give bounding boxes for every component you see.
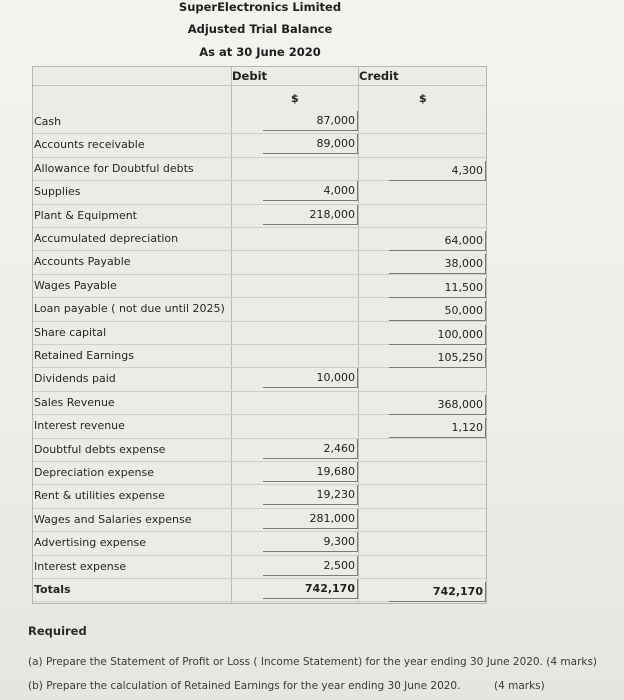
debit-amount <box>263 415 358 435</box>
table-row <box>33 275 486 298</box>
credit-amount: 4,300 <box>389 161 486 181</box>
debit-amount <box>263 322 358 342</box>
debit-amount <box>263 345 358 365</box>
table-row <box>33 509 486 532</box>
credit-column-header: Credit <box>359 69 399 83</box>
debit-amount: 19,680 <box>263 462 358 482</box>
debit-currency-symbol: $ <box>291 92 299 105</box>
header-underline <box>33 85 486 86</box>
debit-amount <box>263 158 358 178</box>
debit-amount: 10,000 <box>263 368 358 388</box>
debit-amount: 281,000 <box>263 509 358 529</box>
debit-amount: 2,500 <box>263 556 358 576</box>
debit-column-header: Debit <box>232 69 268 83</box>
account-name: Accumulated depreciation <box>34 232 179 245</box>
account-name: Retained Earnings <box>34 349 134 362</box>
debit-amount <box>263 275 358 295</box>
account-name: Accounts Payable <box>34 255 131 269</box>
account-name: Plant & Equipment <box>34 208 137 222</box>
statement-date: As at 30 June 2020 <box>199 45 321 59</box>
credit-amount <box>389 488 486 508</box>
debit-amount <box>263 251 358 271</box>
table-row <box>33 205 486 228</box>
account-name: Allowance for Doubtful debts <box>34 161 194 175</box>
debit-amount <box>263 392 358 412</box>
table-row <box>33 111 486 134</box>
table-row <box>33 415 486 438</box>
credit-amount <box>389 137 486 157</box>
table-row <box>33 298 486 321</box>
table-row <box>33 251 486 274</box>
table-row <box>33 556 486 579</box>
account-name: Dividends paid <box>34 372 116 386</box>
credit-amount <box>389 208 486 228</box>
credit-amount: 1,120 <box>389 418 486 438</box>
question-b: (b) Prepare the calculation of Retained Earnings for the year ending 30 June 2020. <box>28 680 461 692</box>
table-row <box>33 181 486 204</box>
account-name: Share capital <box>34 325 107 339</box>
credit-amount <box>389 184 486 204</box>
debit-amount: 89,000 <box>263 134 358 154</box>
credit-amount: 105,250 <box>389 348 486 368</box>
debit-amount: 87,000 <box>263 111 358 131</box>
credit-amount: 100,000 <box>389 325 486 345</box>
table-row <box>33 322 486 345</box>
debit-amount: 2,460 <box>263 439 358 459</box>
credit-total: 742,170 <box>389 582 486 602</box>
table-row <box>33 485 486 508</box>
totals-row <box>33 579 486 602</box>
question-a: (a) Prepare the Statement of Profit or Loss ( Income Statement) for the year ending 30 June 2020. (4 marks) <box>28 656 598 668</box>
credit-amount <box>389 442 486 462</box>
account-name: Rent & utilities expense <box>34 489 165 503</box>
account-name: Interest revenue <box>34 419 125 433</box>
table-row <box>33 439 486 462</box>
credit-amount: 368,000 <box>389 395 486 415</box>
credit-amount <box>389 535 486 555</box>
account-name: Wages and Salaries expense <box>34 512 192 526</box>
table-row <box>33 392 486 415</box>
credit-amount <box>389 465 486 485</box>
credit-amount <box>389 114 486 134</box>
debit-amount: 4,000 <box>263 181 358 201</box>
credit-amount <box>389 559 486 579</box>
credit-amount <box>389 512 486 532</box>
debit-amount <box>263 228 358 248</box>
account-name: Loan payable ( not due until 2025) <box>34 302 225 316</box>
table-row <box>33 134 486 157</box>
trial-balance-table <box>32 66 487 604</box>
credit-amount <box>389 371 486 391</box>
credit-amount: 38,000 <box>389 254 486 274</box>
account-name: Cash <box>34 115 62 128</box>
table-row <box>33 345 486 368</box>
credit-amount: 11,500 <box>389 278 486 298</box>
account-name: Advertising expense <box>34 536 147 550</box>
question-b-marks: (4 marks) <box>494 680 545 692</box>
required-heading: Required <box>28 624 87 638</box>
account-name: Accounts receivable <box>34 138 145 152</box>
account-name: Depreciation expense <box>34 466 154 479</box>
debit-amount <box>263 298 358 318</box>
table-row <box>33 532 486 555</box>
credit-amount: 64,000 <box>389 231 486 251</box>
table-row <box>33 158 486 181</box>
table-row <box>33 228 486 251</box>
account-name: Interest expense <box>34 559 127 573</box>
debit-total: 742,170 <box>263 579 358 599</box>
account-name: Doubtful debts expense <box>34 442 166 456</box>
credit-amount: 50,000 <box>389 301 486 321</box>
account-name: Supplies <box>34 185 81 199</box>
table-row <box>33 368 486 391</box>
statement-title: Adjusted Trial Balance <box>187 22 333 36</box>
company-name: SuperElectronics Limited <box>178 0 342 14</box>
table-row <box>33 462 486 485</box>
debit-amount: 218,000 <box>263 205 358 225</box>
account-name: Wages Payable <box>34 278 117 292</box>
debit-amount: 9,300 <box>263 532 358 552</box>
totals-label: Totals <box>34 583 71 596</box>
debit-amount: 19,230 <box>263 485 358 505</box>
credit-currency-symbol: $ <box>419 92 427 105</box>
account-name: Sales Revenue <box>34 395 115 409</box>
